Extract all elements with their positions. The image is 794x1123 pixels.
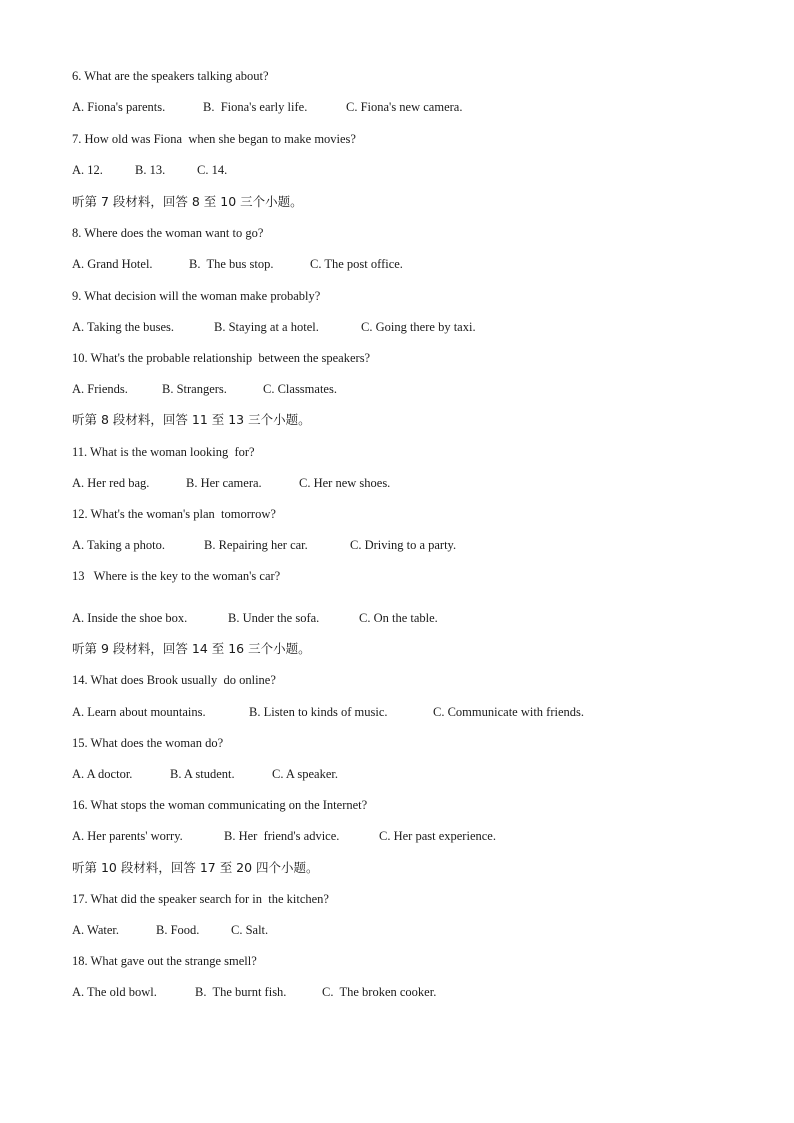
question-text: 15. What does the woman do? [72, 736, 224, 750]
option-c: C. Her past experience. [379, 829, 496, 843]
section-heading: 听第 8 段材料，回答 11 至 13 三个小题。 [72, 412, 311, 427]
question-text: 12. What's the woman's plan tomorrow? [72, 507, 276, 521]
question-text: 7. How old was Fiona when she began to make movies? [72, 132, 356, 146]
option-b: B. Her camera. [186, 476, 262, 490]
option-b: B. Repairing her car. [204, 538, 308, 552]
option-c: C. 14. [197, 163, 228, 177]
option-a: A. The old bowl. [72, 985, 157, 999]
option-a: A. A doctor. [72, 767, 133, 781]
question-text: 9. What decision will the woman make probably? [72, 289, 321, 303]
option-b: B. The bus stop. [189, 257, 274, 271]
option-a: A. Water. [72, 923, 120, 937]
question-text: 18. What gave out the strange smell? [72, 954, 257, 968]
option-c: C. The broken cooker. [322, 985, 437, 999]
option-b: B. The burnt fish. [195, 985, 287, 999]
option-a: A. Friends. [72, 382, 128, 396]
option-a: A. Grand Hotel. [72, 257, 153, 271]
option-b: B. A student. [170, 767, 235, 781]
option-a: A. Fiona's parents. [72, 100, 166, 114]
option-b: B. Her friend's advice. [224, 829, 340, 843]
option-b: B. Listen to kinds of music. [249, 705, 388, 719]
option-a: A. Her red bag. [72, 476, 150, 490]
option-c: C. Classmates. [263, 382, 337, 396]
section-heading: 听第 9 段材料，回答 14 至 16 三个小题。 [72, 641, 311, 656]
option-c: C. The post office. [310, 257, 403, 271]
option-c: C. On the table. [359, 611, 438, 625]
option-c: C. A speaker. [272, 767, 338, 781]
option-b: B. Under the sofa. [228, 611, 320, 625]
option-c: C. Fiona's new camera. [346, 100, 463, 114]
option-c: C. Driving to a party. [350, 538, 457, 552]
option-c: C. Communicate with friends. [433, 705, 585, 719]
option-a: A. Inside the shoe box. [72, 611, 188, 625]
question-text: 11. What is the woman looking for? [72, 445, 255, 459]
question-text: 14. What does Brook usually do online? [72, 673, 276, 687]
option-a: A. Taking the buses. [72, 320, 175, 334]
question-text: 13 Where is the key to the woman's car? [72, 569, 281, 583]
option-c: C. Her new shoes. [299, 476, 391, 490]
option-b: B. 13. [135, 163, 166, 177]
option-b: B. Staying at a hotel. [214, 320, 319, 334]
option-c: C. Salt. [231, 923, 269, 937]
section-heading: 听第 10 段材料，回答 17 至 20 四个小题。 [72, 860, 319, 875]
option-a: A. Taking a photo. [72, 538, 165, 552]
option-a: A. Learn about mountains. [72, 705, 206, 719]
option-a: A. Her parents' worry. [72, 829, 183, 843]
question-text: 17. What did the speaker search for in the kitchen? [72, 892, 329, 906]
option-c: C. Going there by taxi. [361, 320, 476, 334]
option-b: B. Strangers. [162, 382, 227, 396]
question-text: 10. What's the probable relationship between the speakers? [72, 351, 371, 365]
question-text: 8. Where does the woman want to go? [72, 226, 264, 240]
option-a: A. 12. [72, 163, 103, 177]
question-text: 16. What stops the woman communicating on the Internet? [72, 798, 368, 812]
option-b: B. Fiona's early life. [203, 100, 308, 114]
section-heading: 听第 7 段材料，回答 8 至 10 三个小题。 [72, 194, 303, 209]
option-b: B. Food. [156, 923, 200, 937]
question-text: 6. What are the speakers talking about? [72, 69, 269, 83]
